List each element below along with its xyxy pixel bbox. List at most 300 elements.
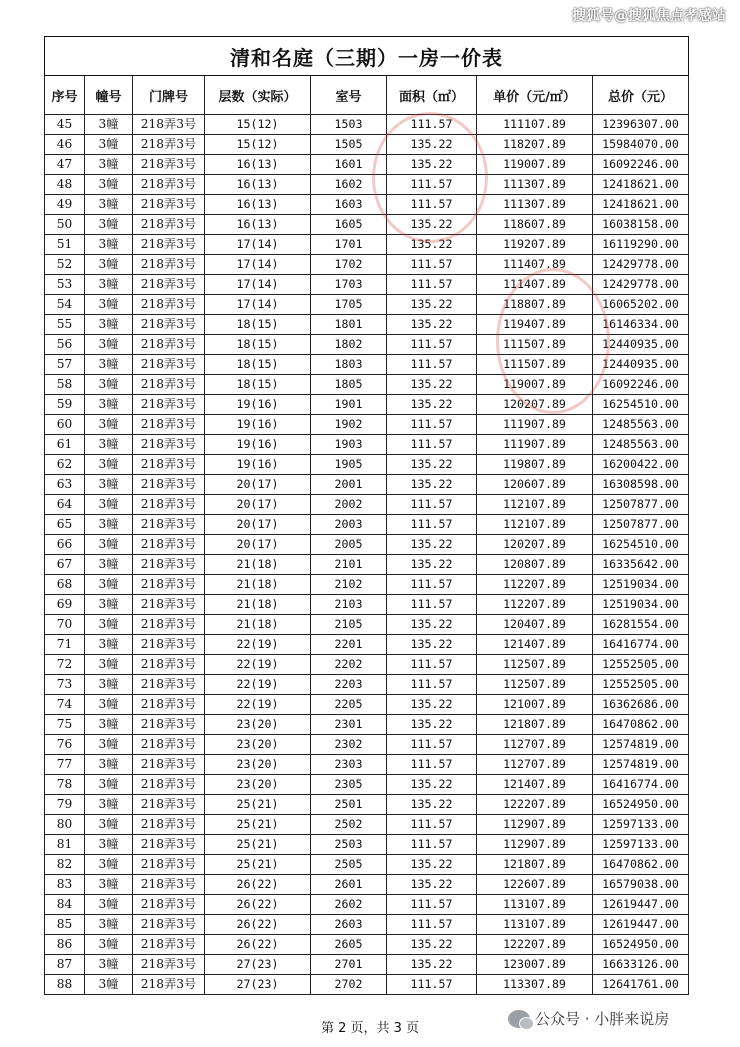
cell-floor: 23(20) bbox=[205, 755, 311, 775]
cell-seq: 63 bbox=[45, 475, 85, 495]
cell-area: 135.22 bbox=[387, 855, 477, 875]
cell-room: 2001 bbox=[311, 475, 387, 495]
cell-room: 2005 bbox=[311, 535, 387, 555]
cell-total-price: 12396307.00 bbox=[593, 115, 689, 135]
cell-door-no: 218弄3号 bbox=[133, 935, 205, 955]
table-row bbox=[45, 555, 689, 575]
cell-seq: 50 bbox=[45, 215, 85, 235]
cell-unit-price: 121407.89 bbox=[477, 635, 593, 655]
cell-area: 135.22 bbox=[387, 535, 477, 555]
cell-unit-price: 112707.89 bbox=[477, 735, 593, 755]
cell-seq: 68 bbox=[45, 575, 85, 595]
cell-unit-price: 120207.89 bbox=[477, 535, 593, 555]
cell-building: 3幢 bbox=[85, 535, 133, 555]
cell-unit-price: 111307.89 bbox=[477, 175, 593, 195]
cell-seq: 49 bbox=[45, 195, 85, 215]
cell-total-price: 16200422.00 bbox=[593, 455, 689, 475]
cell-total-price: 16524950.00 bbox=[593, 935, 689, 955]
cell-building: 3幢 bbox=[85, 395, 133, 415]
cell-floor: 19(16) bbox=[205, 455, 311, 475]
cell-building: 3幢 bbox=[85, 435, 133, 455]
cell-building: 3幢 bbox=[85, 655, 133, 675]
cell-building: 3幢 bbox=[85, 235, 133, 255]
cell-door-no: 218弄3号 bbox=[133, 855, 205, 875]
cell-door-no: 218弄3号 bbox=[133, 435, 205, 455]
cell-unit-price: 120207.89 bbox=[477, 395, 593, 415]
cell-door-no: 218弄3号 bbox=[133, 515, 205, 535]
cell-total-price: 12552505.00 bbox=[593, 675, 689, 695]
cell-building: 3幢 bbox=[85, 835, 133, 855]
cell-area: 135.22 bbox=[387, 795, 477, 815]
cell-building: 3幢 bbox=[85, 515, 133, 535]
cell-floor: 21(18) bbox=[205, 555, 311, 575]
table-row bbox=[45, 855, 689, 875]
cell-area: 111.57 bbox=[387, 275, 477, 295]
column-header: 总价（元） bbox=[593, 76, 689, 115]
cell-floor: 20(17) bbox=[205, 495, 311, 515]
cell-floor: 26(22) bbox=[205, 935, 311, 955]
cell-building: 3幢 bbox=[85, 735, 133, 755]
cell-seq: 83 bbox=[45, 875, 85, 895]
cell-total-price: 16146334.00 bbox=[593, 315, 689, 335]
cell-total-price: 16335642.00 bbox=[593, 555, 689, 575]
cell-total-price: 16119290.00 bbox=[593, 235, 689, 255]
cell-seq: 45 bbox=[45, 115, 85, 135]
cell-building: 3幢 bbox=[85, 495, 133, 515]
cell-room: 2105 bbox=[311, 615, 387, 635]
cell-seq: 64 bbox=[45, 495, 85, 515]
cell-room: 1505 bbox=[311, 135, 387, 155]
cell-total-price: 16579038.00 bbox=[593, 875, 689, 895]
cell-room: 1702 bbox=[311, 255, 387, 275]
cell-seq: 58 bbox=[45, 375, 85, 395]
cell-seq: 62 bbox=[45, 455, 85, 475]
cell-floor: 23(20) bbox=[205, 735, 311, 755]
cell-door-no: 218弄3号 bbox=[133, 355, 205, 375]
cell-room: 2203 bbox=[311, 675, 387, 695]
cell-room: 1605 bbox=[311, 215, 387, 235]
cell-seq: 77 bbox=[45, 755, 85, 775]
cell-building: 3幢 bbox=[85, 555, 133, 575]
cell-seq: 65 bbox=[45, 515, 85, 535]
cell-room: 1905 bbox=[311, 455, 387, 475]
cell-area: 135.22 bbox=[387, 635, 477, 655]
cell-unit-price: 112507.89 bbox=[477, 675, 593, 695]
cell-room: 2502 bbox=[311, 815, 387, 835]
cell-floor: 16(13) bbox=[205, 175, 311, 195]
cell-total-price: 12597133.00 bbox=[593, 835, 689, 855]
page-footer: 第 2 页，共 3 页 bbox=[320, 1021, 420, 1036]
cell-door-no: 218弄3号 bbox=[133, 315, 205, 335]
cell-door-no: 218弄3号 bbox=[133, 415, 205, 435]
cell-seq: 48 bbox=[45, 175, 85, 195]
cell-floor: 17(14) bbox=[205, 255, 311, 275]
cell-floor: 16(13) bbox=[205, 195, 311, 215]
cell-seq: 88 bbox=[45, 975, 85, 995]
cell-room: 2301 bbox=[311, 715, 387, 735]
cell-area: 135.22 bbox=[387, 555, 477, 575]
cell-door-no: 218弄3号 bbox=[133, 715, 205, 735]
cell-door-no: 218弄3号 bbox=[133, 595, 205, 615]
cell-building: 3幢 bbox=[85, 275, 133, 295]
cell-room: 1601 bbox=[311, 155, 387, 175]
cell-area: 135.22 bbox=[387, 295, 477, 315]
cell-door-no: 218弄3号 bbox=[133, 135, 205, 155]
cell-room: 2601 bbox=[311, 875, 387, 895]
watermark-top: 搜狐号@搜狐焦点孝感站 bbox=[572, 8, 726, 24]
cell-area: 135.22 bbox=[387, 315, 477, 335]
cell-total-price: 16281554.00 bbox=[593, 615, 689, 635]
cell-total-price: 12485563.00 bbox=[593, 415, 689, 435]
column-header: 层数（实际） bbox=[205, 76, 311, 115]
cell-unit-price: 111907.89 bbox=[477, 415, 593, 435]
cell-room: 1602 bbox=[311, 175, 387, 195]
cell-unit-price: 112907.89 bbox=[477, 815, 593, 835]
cell-unit-price: 113107.89 bbox=[477, 915, 593, 935]
cell-area: 111.57 bbox=[387, 415, 477, 435]
cell-unit-price: 112707.89 bbox=[477, 755, 593, 775]
column-header: 门牌号 bbox=[133, 76, 205, 115]
cell-area: 111.57 bbox=[387, 915, 477, 935]
cell-unit-price: 111307.89 bbox=[477, 195, 593, 215]
cell-building: 3幢 bbox=[85, 975, 133, 995]
cell-floor: 18(15) bbox=[205, 355, 311, 375]
cell-door-no: 218弄3号 bbox=[133, 615, 205, 635]
cell-seq: 85 bbox=[45, 915, 85, 935]
cell-total-price: 15984070.00 bbox=[593, 135, 689, 155]
cell-seq: 69 bbox=[45, 595, 85, 615]
table-row bbox=[45, 835, 689, 855]
cell-area: 135.22 bbox=[387, 935, 477, 955]
table-row bbox=[45, 775, 689, 795]
cell-area: 111.57 bbox=[387, 895, 477, 915]
cell-seq: 57 bbox=[45, 355, 85, 375]
cell-total-price: 12440935.00 bbox=[593, 335, 689, 355]
cell-area: 135.22 bbox=[387, 375, 477, 395]
table-row bbox=[45, 255, 689, 275]
cell-door-no: 218弄3号 bbox=[133, 835, 205, 855]
cell-area: 111.57 bbox=[387, 495, 477, 515]
cell-area: 111.57 bbox=[387, 835, 477, 855]
table-row bbox=[45, 635, 689, 655]
cell-door-no: 218弄3号 bbox=[133, 655, 205, 675]
cell-door-no: 218弄3号 bbox=[133, 775, 205, 795]
cell-area: 135.22 bbox=[387, 155, 477, 175]
cell-room: 1705 bbox=[311, 295, 387, 315]
cell-door-no: 218弄3号 bbox=[133, 175, 205, 195]
cell-room: 1902 bbox=[311, 415, 387, 435]
cell-unit-price: 119807.89 bbox=[477, 455, 593, 475]
cell-unit-price: 112207.89 bbox=[477, 595, 593, 615]
cell-room: 2505 bbox=[311, 855, 387, 875]
cell-total-price: 12429778.00 bbox=[593, 275, 689, 295]
table-row bbox=[45, 615, 689, 635]
cell-room: 2002 bbox=[311, 495, 387, 515]
cell-seq: 74 bbox=[45, 695, 85, 715]
cell-room: 1503 bbox=[311, 115, 387, 135]
cell-room: 2503 bbox=[311, 835, 387, 855]
cell-total-price: 12519034.00 bbox=[593, 595, 689, 615]
cell-area: 111.57 bbox=[387, 755, 477, 775]
cell-unit-price: 111507.89 bbox=[477, 335, 593, 355]
cell-seq: 80 bbox=[45, 815, 85, 835]
cell-total-price: 12619447.00 bbox=[593, 915, 689, 935]
table-row bbox=[45, 195, 689, 215]
table-row bbox=[45, 335, 689, 355]
cell-area: 111.57 bbox=[387, 575, 477, 595]
cell-floor: 26(22) bbox=[205, 895, 311, 915]
cell-building: 3幢 bbox=[85, 635, 133, 655]
cell-seq: 61 bbox=[45, 435, 85, 455]
cell-area: 135.22 bbox=[387, 875, 477, 895]
cell-total-price: 12429778.00 bbox=[593, 255, 689, 275]
cell-door-no: 218弄3号 bbox=[133, 555, 205, 575]
cell-floor: 20(17) bbox=[205, 515, 311, 535]
table-row bbox=[45, 135, 689, 155]
cell-total-price: 12641761.00 bbox=[593, 975, 689, 995]
cell-seq: 84 bbox=[45, 895, 85, 915]
cell-door-no: 218弄3号 bbox=[133, 535, 205, 555]
cell-area: 111.57 bbox=[387, 335, 477, 355]
cell-floor: 19(16) bbox=[205, 415, 311, 435]
cell-building: 3幢 bbox=[85, 775, 133, 795]
cell-floor: 19(16) bbox=[205, 395, 311, 415]
cell-total-price: 16254510.00 bbox=[593, 535, 689, 555]
cell-unit-price: 119407.89 bbox=[477, 315, 593, 335]
cell-building: 3幢 bbox=[85, 895, 133, 915]
cell-unit-price: 122607.89 bbox=[477, 875, 593, 895]
cell-total-price: 16038158.00 bbox=[593, 215, 689, 235]
cell-door-no: 218弄3号 bbox=[133, 335, 205, 355]
table-row bbox=[45, 895, 689, 915]
cell-seq: 55 bbox=[45, 315, 85, 335]
cell-unit-price: 112107.89 bbox=[477, 515, 593, 535]
cell-total-price: 16092246.00 bbox=[593, 375, 689, 395]
cell-building: 3幢 bbox=[85, 155, 133, 175]
cell-room: 2205 bbox=[311, 695, 387, 715]
cell-unit-price: 121007.89 bbox=[477, 695, 593, 715]
cell-room: 1801 bbox=[311, 315, 387, 335]
cell-room: 2303 bbox=[311, 755, 387, 775]
wechat-label: 公众号 · 小胖来说房 bbox=[535, 1010, 670, 1028]
table-row bbox=[45, 815, 689, 835]
cell-unit-price: 118607.89 bbox=[477, 215, 593, 235]
cell-unit-price: 112907.89 bbox=[477, 835, 593, 855]
cell-building: 3幢 bbox=[85, 795, 133, 815]
table-row bbox=[45, 795, 689, 815]
cell-total-price: 12552505.00 bbox=[593, 655, 689, 675]
cell-unit-price: 118207.89 bbox=[477, 135, 593, 155]
cell-floor: 27(23) bbox=[205, 975, 311, 995]
cell-building: 3幢 bbox=[85, 415, 133, 435]
cell-door-no: 218弄3号 bbox=[133, 575, 205, 595]
cell-seq: 76 bbox=[45, 735, 85, 755]
cell-unit-price: 120407.89 bbox=[477, 615, 593, 635]
table-row bbox=[45, 235, 689, 255]
cell-total-price: 12597133.00 bbox=[593, 815, 689, 835]
cell-door-no: 218弄3号 bbox=[133, 795, 205, 815]
cell-unit-price: 113307.89 bbox=[477, 975, 593, 995]
table-row bbox=[45, 655, 689, 675]
cell-floor: 17(14) bbox=[205, 235, 311, 255]
cell-building: 3幢 bbox=[85, 315, 133, 335]
cell-floor: 18(15) bbox=[205, 335, 311, 355]
cell-door-no: 218弄3号 bbox=[133, 295, 205, 315]
cell-room: 2305 bbox=[311, 775, 387, 795]
cell-door-no: 218弄3号 bbox=[133, 455, 205, 475]
cell-building: 3幢 bbox=[85, 295, 133, 315]
cell-unit-price: 119007.89 bbox=[477, 375, 593, 395]
table-row bbox=[45, 735, 689, 755]
cell-floor: 23(20) bbox=[205, 775, 311, 795]
cell-total-price: 16065202.00 bbox=[593, 295, 689, 315]
cell-door-no: 218弄3号 bbox=[133, 895, 205, 915]
cell-building: 3幢 bbox=[85, 475, 133, 495]
table-row bbox=[45, 715, 689, 735]
cell-total-price: 12440935.00 bbox=[593, 355, 689, 375]
cell-building: 3幢 bbox=[85, 715, 133, 735]
cell-area: 111.57 bbox=[387, 735, 477, 755]
table-row bbox=[45, 515, 689, 535]
table-row bbox=[45, 675, 689, 695]
cell-unit-price: 119007.89 bbox=[477, 155, 593, 175]
cell-unit-price: 123007.89 bbox=[477, 955, 593, 975]
table-row bbox=[45, 875, 689, 895]
cell-total-price: 12418621.00 bbox=[593, 195, 689, 215]
cell-building: 3幢 bbox=[85, 755, 133, 775]
cell-floor: 17(14) bbox=[205, 275, 311, 295]
cell-total-price: 16362686.00 bbox=[593, 695, 689, 715]
cell-total-price: 16416774.00 bbox=[593, 775, 689, 795]
cell-total-price: 12507877.00 bbox=[593, 495, 689, 515]
cell-floor: 16(13) bbox=[205, 215, 311, 235]
cell-total-price: 12418621.00 bbox=[593, 175, 689, 195]
column-header: 单价（元/㎡） bbox=[477, 76, 593, 115]
cell-building: 3幢 bbox=[85, 135, 133, 155]
cell-room: 2501 bbox=[311, 795, 387, 815]
cell-area: 135.22 bbox=[387, 215, 477, 235]
cell-floor: 27(23) bbox=[205, 955, 311, 975]
cell-area: 111.57 bbox=[387, 355, 477, 375]
cell-area: 111.57 bbox=[387, 115, 477, 135]
cell-building: 3幢 bbox=[85, 115, 133, 135]
cell-unit-price: 111507.89 bbox=[477, 355, 593, 375]
cell-unit-price: 122207.89 bbox=[477, 935, 593, 955]
cell-area: 111.57 bbox=[387, 675, 477, 695]
cell-area: 111.57 bbox=[387, 255, 477, 275]
cell-floor: 26(22) bbox=[205, 875, 311, 895]
cell-total-price: 16470862.00 bbox=[593, 715, 689, 735]
cell-building: 3幢 bbox=[85, 935, 133, 955]
cell-total-price: 12485563.00 bbox=[593, 435, 689, 455]
table-title: 清和名庭（三期）一房一价表 bbox=[45, 37, 689, 76]
cell-total-price: 12619447.00 bbox=[593, 895, 689, 915]
cell-floor: 23(20) bbox=[205, 715, 311, 735]
cell-unit-price: 121407.89 bbox=[477, 775, 593, 795]
cell-unit-price: 111407.89 bbox=[477, 255, 593, 275]
cell-floor: 22(19) bbox=[205, 655, 311, 675]
cell-total-price: 12574819.00 bbox=[593, 735, 689, 755]
cell-door-no: 218弄3号 bbox=[133, 735, 205, 755]
cell-area: 135.22 bbox=[387, 775, 477, 795]
cell-floor: 15(12) bbox=[205, 115, 311, 135]
cell-building: 3幢 bbox=[85, 175, 133, 195]
table-row bbox=[45, 755, 689, 775]
cell-floor: 22(19) bbox=[205, 695, 311, 715]
cell-seq: 59 bbox=[45, 395, 85, 415]
cell-area: 111.57 bbox=[387, 595, 477, 615]
cell-building: 3幢 bbox=[85, 915, 133, 935]
cell-building: 3幢 bbox=[85, 675, 133, 695]
table-row bbox=[45, 915, 689, 935]
cell-total-price: 16254510.00 bbox=[593, 395, 689, 415]
cell-unit-price: 111407.89 bbox=[477, 275, 593, 295]
cell-seq: 70 bbox=[45, 615, 85, 635]
cell-unit-price: 121807.89 bbox=[477, 715, 593, 735]
table-row bbox=[45, 475, 689, 495]
cell-seq: 47 bbox=[45, 155, 85, 175]
cell-seq: 78 bbox=[45, 775, 85, 795]
cell-area: 111.57 bbox=[387, 815, 477, 835]
cell-unit-price: 122207.89 bbox=[477, 795, 593, 815]
header-row bbox=[45, 76, 689, 115]
cell-building: 3幢 bbox=[85, 255, 133, 275]
cell-unit-price: 112507.89 bbox=[477, 655, 593, 675]
cell-room: 1903 bbox=[311, 435, 387, 455]
cell-seq: 46 bbox=[45, 135, 85, 155]
cell-floor: 21(18) bbox=[205, 615, 311, 635]
cell-area: 111.57 bbox=[387, 195, 477, 215]
cell-seq: 60 bbox=[45, 415, 85, 435]
cell-area: 135.22 bbox=[387, 615, 477, 635]
cell-unit-price: 111107.89 bbox=[477, 115, 593, 135]
cell-building: 3幢 bbox=[85, 355, 133, 375]
cell-area: 111.57 bbox=[387, 175, 477, 195]
cell-door-no: 218弄3号 bbox=[133, 675, 205, 695]
cell-area: 111.57 bbox=[387, 435, 477, 455]
cell-unit-price: 120607.89 bbox=[477, 475, 593, 495]
cell-door-no: 218弄3号 bbox=[133, 975, 205, 995]
cell-floor: 15(12) bbox=[205, 135, 311, 155]
cell-total-price: 16416774.00 bbox=[593, 635, 689, 655]
cell-seq: 67 bbox=[45, 555, 85, 575]
cell-floor: 25(21) bbox=[205, 795, 311, 815]
table-row bbox=[45, 935, 689, 955]
table-row bbox=[45, 955, 689, 975]
table-row bbox=[45, 275, 689, 295]
cell-door-no: 218弄3号 bbox=[133, 215, 205, 235]
table-row bbox=[45, 415, 689, 435]
cell-seq: 75 bbox=[45, 715, 85, 735]
cell-floor: 21(18) bbox=[205, 575, 311, 595]
cell-area: 135.22 bbox=[387, 395, 477, 415]
column-header: 面积（㎡） bbox=[387, 76, 477, 115]
column-header: 序号 bbox=[45, 76, 85, 115]
cell-floor: 25(21) bbox=[205, 855, 311, 875]
cell-door-no: 218弄3号 bbox=[133, 255, 205, 275]
cell-building: 3幢 bbox=[85, 215, 133, 235]
cell-door-no: 218弄3号 bbox=[133, 495, 205, 515]
cell-seq: 81 bbox=[45, 835, 85, 855]
cell-building: 3幢 bbox=[85, 455, 133, 475]
cell-unit-price: 118807.89 bbox=[477, 295, 593, 315]
cell-total-price: 12574819.00 bbox=[593, 755, 689, 775]
cell-room: 1901 bbox=[311, 395, 387, 415]
cell-area: 135.22 bbox=[387, 235, 477, 255]
cell-room: 2102 bbox=[311, 575, 387, 595]
column-header: 室号 bbox=[311, 76, 387, 115]
cell-door-no: 218弄3号 bbox=[133, 755, 205, 775]
